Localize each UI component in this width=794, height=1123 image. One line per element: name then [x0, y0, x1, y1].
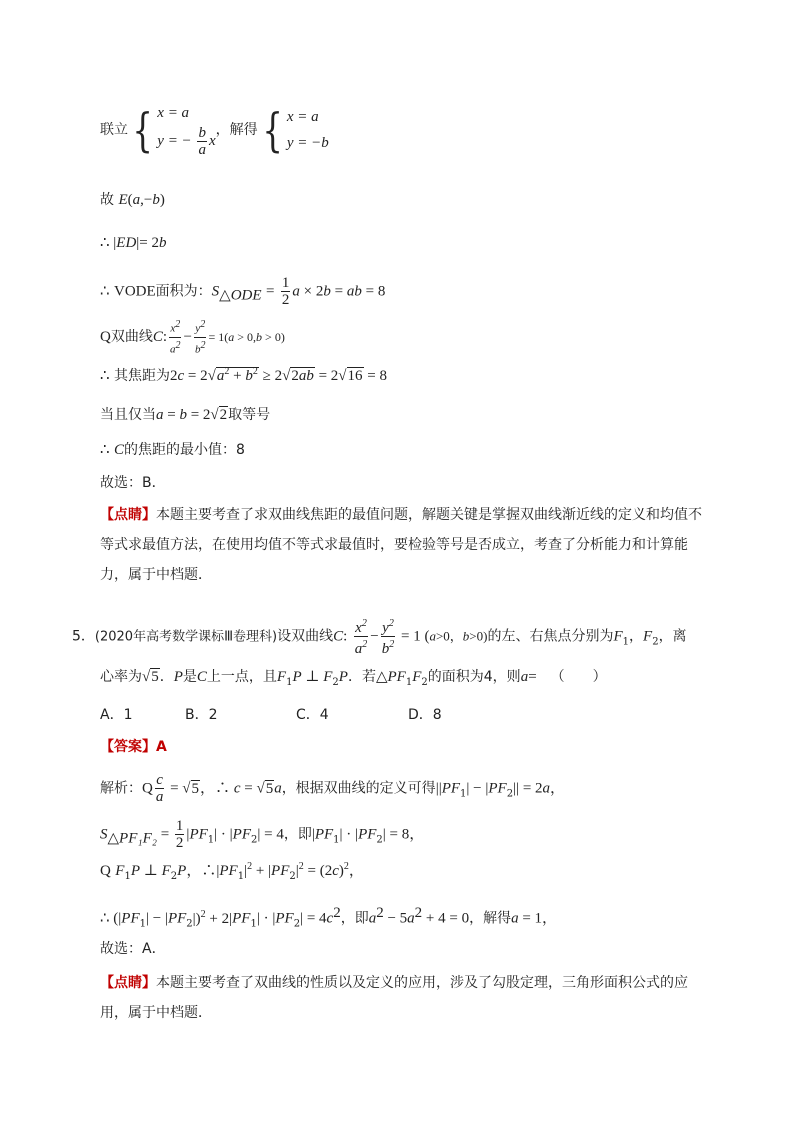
choice-b-line: 故选：B． — [100, 475, 166, 491]
option-b: B．2 — [185, 707, 218, 723]
choice-a-line: 故选：A． — [100, 941, 166, 957]
hyperbola-line: Q双曲线C: $\frac{x^2}{a^2}$ − $\frac{y^2}{b^2}$ = 1(a > 0,b > 0) — [100, 319, 285, 356]
ed-length-line: ∴ |ED|= 2b — [100, 235, 167, 251]
point-e-line: 故 E(a,−b) — [100, 192, 165, 208]
solve-system-line: 联立 { x = a y = − $\frac{b}{a}$ x ，解得 { x = a y = −b — [100, 103, 329, 158]
jiexi-line: 解析：Q $\frac{c}{a}$ = √5，∴ c = √5a，根据双曲线的定义可得$||PF_1| - |PF_2|| = 2a$， — [100, 772, 566, 805]
answer-line: 【答案】A — [100, 739, 167, 755]
option-a: A．1 — [100, 707, 133, 723]
focal-distance-line: ∴ 其焦距为$2c = 2√a^2 + b^2 \ge 2√2ab = 2√16 = 8$ — [100, 366, 387, 384]
dianjing-2: 【点睛】本题主要考查了双曲线的性质以及定义的应用，涉及了勾股定理，三角形面积公式的应用，属于中档题． — [100, 975, 688, 1021]
q5-line-2: 心率为√5．P是C上一点，且$F_1P$ ⊥ $F_2P$．若$\triangle PF_1F_2$的面积为4，则a= （ ） — [100, 669, 607, 688]
option-d: D．8 — [408, 707, 442, 723]
dianjing-1: 【点睛】本题主要考查了求双曲线焦距的最值问题，解题关键是掌握双曲线渐近线的定义和均值不等式求最值方法，在使用均值不等式求最值时，要检验等号是否成立，考查了分析能力和计算能力，属于中档题． — [100, 507, 702, 583]
q5-line-1: 5．(2020年高考数学课标Ⅲ卷理科)设双曲线C: $\frac{x^2}{a^2}$ − $\frac{y^2}{b^2}$ = 1 (a>0，b>0)的左、右焦点分别为$F_1$，$F_2$，离 — [72, 618, 687, 657]
min-value-line: ∴ C的焦距的最小值：8 — [100, 442, 245, 458]
option-c: C．4 — [296, 707, 329, 723]
system-2: { x = a y = −b — [262, 103, 329, 157]
triangle-area-line: $S_{\triangle PF_1F_2}$ = $\frac{1}{2}$ $|PF_1| \cdot |PF_2| = 4$，即$|PF_1| \cdot |PF_2| = 8$， — [100, 818, 425, 851]
perpendicular-line: Q $F_1P$ ⊥ $F_2P$，$\therefore|PF_1|^2 + |PF_2|^2 = (2c)^2$， — [100, 861, 364, 882]
equality-line: 当且仅当a = b = 2√2取等号 — [100, 407, 271, 423]
system-1: { x = a y = − $\frac{b}{a}$ x — [132, 103, 216, 158]
area-line: ∴ VODE面积为：$S_{\triangle ODE}$ = $\frac{1}{2}$ a × 2b = ab = 8 — [100, 275, 386, 308]
solve-a-line: ∴ $(|PF_1| - |PF_2|)^2 + 2|PF_1| \cdot |PF_2| = 4c^2$，即$a^2 - 5a^2 + 4 = 0$，解得a = 1， — [100, 905, 558, 930]
